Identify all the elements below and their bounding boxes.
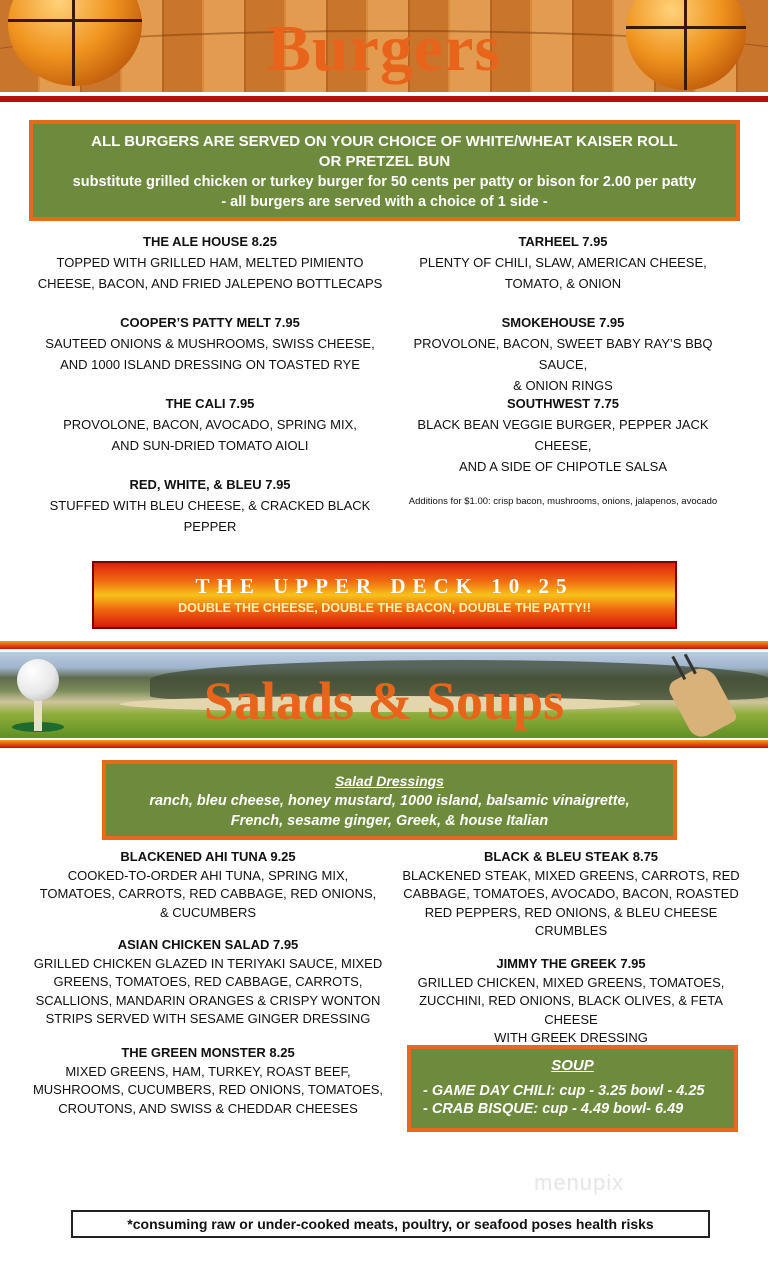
item-description: TOMATO, & ONION [504,276,622,291]
divider [0,740,768,748]
bun-note-line: OR PRETZEL BUN [318,153,451,170]
menu-item [30,231,390,294]
menu-item [400,848,742,941]
item-name: COOPER’S PATTY MELT 7.95 [120,315,300,330]
menu-item [392,393,734,477]
item-description: STRIPS SERVED WITH SESAME GINGER DRESSING [45,1011,371,1026]
dressings-heading: Salad Dressings [335,773,444,789]
dressings-line: French, sesame ginger, Greek, & house Italian [230,813,549,829]
item-description: SCALLIONS, MANDARIN ORANGES & CRISPY WONTON [35,992,381,1008]
menu-item [22,474,398,537]
item-name: SMOKEHOUSE 7.95 [501,315,625,330]
upper-deck-banner [92,561,677,629]
item-name: THE CALI 7.95 [165,396,255,411]
item-name: BLACK & BLEU STEAK 8.75 [483,849,659,864]
item-description: MIXED GREENS, HAM, TURKEY, ROAST BEEF, [65,1063,351,1079]
item-description: & CUCUMBERS [159,904,257,920]
soup-heading: SOUP [551,1057,594,1074]
soup-line: - GAME DAY CHILI: cup - 3.25 bowl - 4.25 [423,1083,705,1099]
item-description: BLACKENED STEAK, MIXED GREENS, CARROTS, RED [402,867,740,883]
dressings-line: ranch, bleu cheese, honey mustard, 1000 island, balsamic vinaigrette, [149,793,630,809]
divider [0,96,768,102]
item-description: TOMATOES, CARROTS, RED CABBAGE, RED ONIONS, [39,886,377,901]
burgers-banner [0,0,768,92]
menu-item [28,936,388,1029]
item-description: COOKED-TO-ORDER AHI TUNA, SPRING MIX, [67,867,349,883]
item-description: GRILLED CHICKEN, MIXED GREENS, TOMATOES, [417,974,725,990]
item-description: WITH GREEK DRESSING [494,1030,648,1045]
menu-item [400,955,742,1048]
item-description: ZUCCHINI, RED ONIONS, BLACK OLIVES, & FETA CHEESE [419,993,723,1027]
salads-section-title: Salads & Soups [203,671,565,731]
burgers-section-title: Burgers [266,12,502,85]
upper-deck-subtitle: DOUBLE THE CHEESE, DOUBLE THE BACON, DOUBLE THE PATTY!! [178,601,591,615]
item-description: MUSHROOMS, CUCUMBERS, RED ONIONS, TOMATOES, [32,1082,384,1097]
item-description: SAUTEED ONIONS & MUSHROOMS, SWISS CHEESE, [45,336,375,351]
item-description: PROVOLONE, BACON, SWEET BABY RAY’S BBQ SAUCE, [413,336,713,372]
item-name: RED, WHITE, & BLEU 7.95 [129,477,291,492]
item-name: BLACKENED AHI TUNA 9.25 [120,849,296,864]
item-description: PLENTY OF CHILI, SLAW, AMERICAN CHEESE, [419,255,707,270]
menu-item [30,312,390,375]
watermark: menupix [534,1170,625,1195]
item-description: BLACK BEAN VEGGIE BURGER, PEPPER JACK CHEESE, [417,417,709,453]
item-name: JIMMY THE GREEK 7.95 [496,956,646,971]
additions-note: Additions for $1.00: crisp bacon, mushrooms, onions, jalapenos, avocado [408,496,718,507]
burger-bun-note [29,120,740,221]
item-description: AND 1000 ISLAND DRESSING ON TOASTED RYE [60,357,360,372]
soup-line: - CRAB BISQUE: cup - 4.49 bowl- 6.49 [423,1101,684,1117]
item-name: ASIAN CHICKEN SALAD 7.95 [117,937,299,952]
item-name: THE GREEN MONSTER 8.25 [121,1045,295,1060]
item-description: GREENS, TOMATOES, RED CABBAGE, CARROTS, [53,974,363,989]
health-disclaimer: *consuming raw or under-cooked meats, poultry, or seafood poses health risks [71,1210,710,1238]
item-description: CABBAGE, TOMATOES, AVOCADO, BACON, ROASTED [403,886,739,901]
item-description: AND SUN-DRIED TOMATO AIOLI [111,438,309,453]
item-description: CRUMBLES [534,923,608,938]
item-name: THE ALE HOUSE 8.25 [143,234,277,249]
item-description: AND A SIDE OF CHIPOTLE SALSA [458,459,668,474]
item-name: SOUTHWEST 7.75 [507,396,619,411]
menu-item [28,848,388,922]
menu-item [30,393,390,456]
menu-item [392,312,734,396]
bun-note-line: ALL BURGERS ARE SERVED ON YOUR CHOICE OF WHITE/WHEAT KAISER ROLL [91,133,678,150]
upper-deck-title: THE UPPER DECK 10.25 [195,574,574,598]
menu-item [392,231,734,294]
item-description: TOPPED WITH GRILLED HAM, MELTED PIMIENTO [56,255,364,270]
item-description: STUFFED WITH BLEU CHEESE, & CRACKED BLACK PEPPER [49,498,371,534]
item-description: CHEESE, BACON, AND FRIED JALEPENO BOTTLECAPS [37,276,383,291]
item-name: TARHEEL 7.95 [518,234,608,249]
item-description: CROUTONS, AND SWISS & CHEDDAR CHEESES [58,1100,358,1116]
item-description: GRILLED CHICKEN GLAZED IN TERIYAKI SAUCE, MIXED [33,955,383,971]
item-description: RED PEPPERS, RED ONIONS, & BLEU CHEESE [424,904,718,920]
side-note: - all burgers are served with a choice of 1 side - [221,194,548,210]
divider [0,641,768,649]
item-description: PROVOLONE, BACON, AVOCADO, SPRING MIX, [63,417,357,432]
substitute-note: substitute grilled chicken or turkey burger for 50 cents per patty or bison for 2.00 per patty [72,174,697,190]
soup-box [407,1045,738,1132]
menu-item [28,1044,388,1118]
item-description: & ONION RINGS [513,378,613,393]
salad-dressings-box [102,760,677,840]
